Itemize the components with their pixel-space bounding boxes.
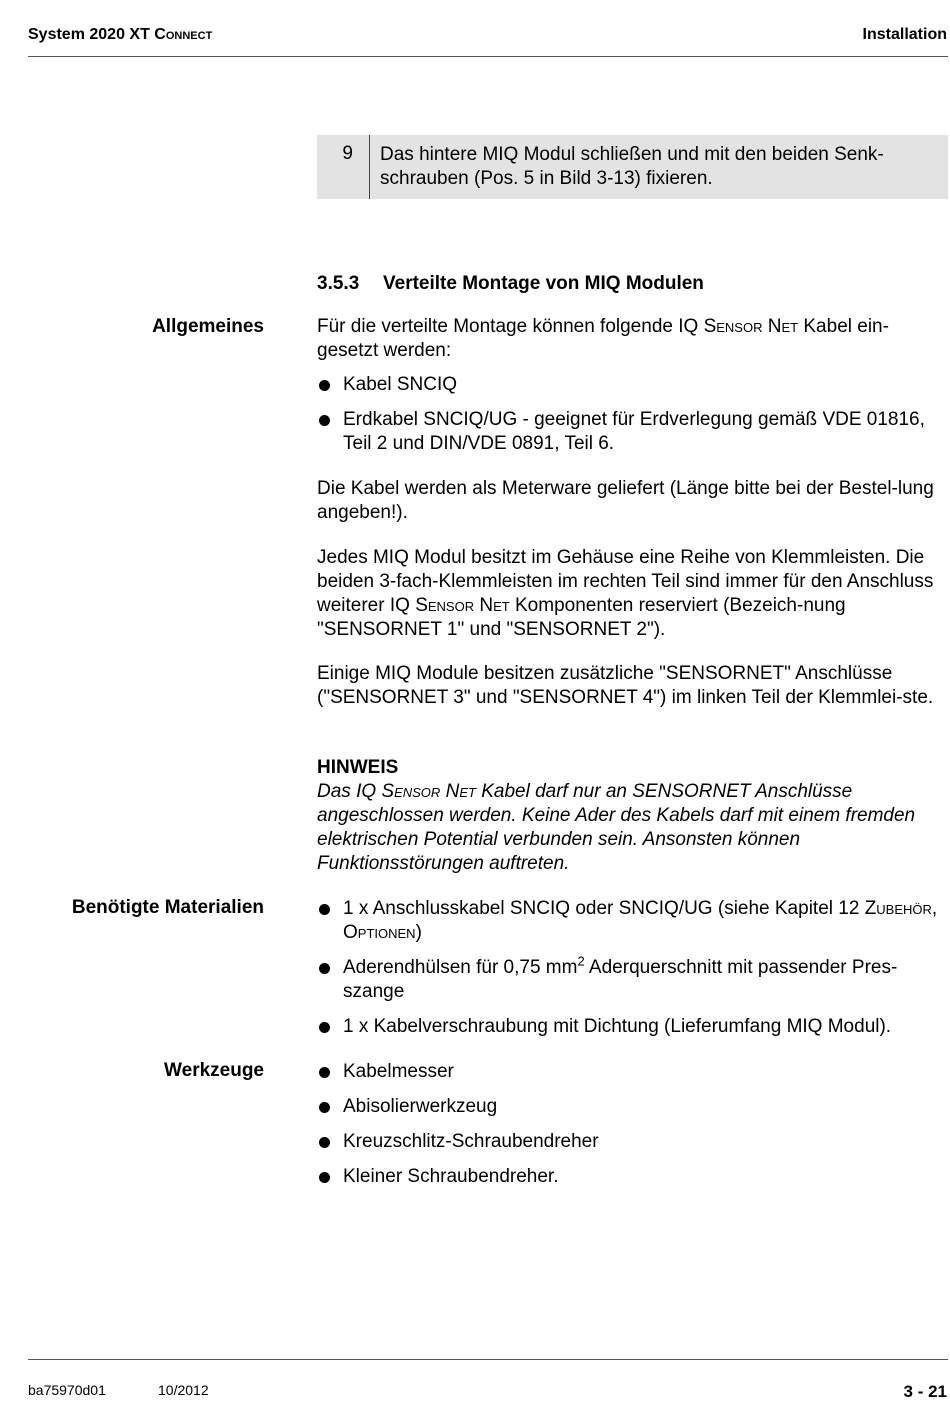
- intro-paragraph: [317, 315, 948, 363]
- header-divider: [28, 56, 948, 57]
- list-item: [317, 1130, 948, 1154]
- page-number: 3 - 21: [903, 1382, 947, 1401]
- note-text: [317, 780, 948, 876]
- list-item-text: Erdkabel SNCIQ/UG - geeignet für Erdverlegung gemäß VDE 01816, Teil 2 und DIN/VDE 0891, Teil 6.: [343, 409, 925, 454]
- note-sensor: Sensor: [381, 781, 441, 802]
- para2-text-b: Komponenten reserviert (Bezeich-nung "SENSORNET 1" und "SENSORNET 2").: [317, 595, 846, 640]
- bullet-icon: [319, 1067, 330, 1078]
- item1-zubehoer: Zubehör: [864, 898, 932, 919]
- para2-text-a: Jedes MIQ Modul besitzt im Gehäuse eine Reihe von Klemmleisten. Die beiden 3-fach-Klemmleisten im rechten Teil sind immer für den Anschluss weiterer IQ: [317, 547, 934, 616]
- intro-text-a: Für die verteilte Montage können folgende IQ: [317, 316, 704, 337]
- list-item: [317, 897, 948, 945]
- list-item-text: Kabel SNCIQ: [343, 374, 458, 395]
- side-label-allgemeines: Allgemeines: [152, 316, 264, 337]
- side-label-werkzeuge: Werkzeuge: [164, 1060, 264, 1081]
- intro-sensor: Sensor: [703, 316, 763, 337]
- list-item: [317, 1060, 948, 1084]
- section-number: 3.5.3: [317, 273, 360, 294]
- item1-text-a: 1 x Anschlusskabel SNCIQ oder SNCIQ/UG (siehe Kapitel 12: [343, 898, 865, 919]
- item1-separator: ,: [931, 898, 938, 919]
- list-item: [317, 408, 948, 456]
- para2-net: Net: [479, 595, 510, 616]
- paragraph-klemmleisten: [317, 546, 948, 642]
- list-item-text: Abisolierwerkzeug: [343, 1096, 498, 1117]
- intro-text-b: Kabel ein-gesetzt werden:: [317, 316, 889, 361]
- item2-text-b: Aderquerschnitt mit passender Pres-szange: [343, 957, 898, 1002]
- bullet-icon: [319, 415, 330, 426]
- list-item: [317, 1015, 948, 1039]
- header-section: Installation: [862, 26, 947, 43]
- header-product-smallcaps: Connect: [154, 26, 213, 43]
- list-item-text: 1 x Kabelverschraubung mit Dichtung (Lieferumfang MIQ Modul).: [343, 1016, 892, 1037]
- bullet-icon: [319, 1172, 330, 1183]
- bullet-icon: [319, 904, 330, 915]
- list-item-text: Kreuzschlitz-Schraubendreher: [343, 1131, 599, 1152]
- step-table: [317, 135, 948, 199]
- list-item: [317, 953, 948, 1004]
- list-item: [317, 1165, 948, 1189]
- item2-superscript: 2: [577, 953, 585, 969]
- paragraph-meterware: Die Kabel werden als Meterware geliefert (Länge bitte bei der Bestel-lung angeben!).: [317, 478, 934, 523]
- note-title: HINWEIS: [317, 757, 399, 778]
- list-item-text: Kabelmesser: [343, 1061, 454, 1082]
- note-text-a: Das IQ: [317, 781, 382, 802]
- section-title: Verteilte Montage von MIQ Modulen: [383, 273, 704, 294]
- note-text-b: Kabel darf nur an SENSORNET Anschlüsse angeschlossen werden. Keine Ader des Kabels darf mit einem fremden elektrischen Potential verbunden sein. Ansonsten können Funktionsstörungen auftreten.: [317, 781, 916, 874]
- step-text: Das hintere MIQ Modul schließen und mit den beiden Senk-schrauben (Pos. 5 in Bild 3-13) fixieren.: [380, 144, 884, 189]
- paragraph-sensornet: Einige MIQ Module besitzen zusätzliche "SENSORNET" Anschlüsse ("SENSORNET 3" und "SENSORNET 4") im linken Teil der Klemmlei-ste.: [317, 663, 934, 708]
- list-item: [317, 373, 948, 397]
- item2-text-a: Aderendhülsen für 0,75 mm: [343, 957, 578, 978]
- list-item-text: [343, 897, 948, 945]
- para2-sensor: Sensor: [415, 595, 475, 616]
- item1-text-b: ): [415, 922, 422, 943]
- bullet-icon: [319, 1022, 330, 1033]
- header-product-prefix: System 2020 XT: [28, 26, 155, 43]
- intro-net: Net: [767, 316, 799, 337]
- note-net: Net: [445, 781, 476, 802]
- bullet-icon: [319, 380, 330, 391]
- item1-optionen: Optionen: [343, 922, 416, 943]
- bullet-icon: [319, 1137, 330, 1148]
- header-product: [28, 26, 212, 44]
- list-item-text: Kleiner Schraubendreher.: [343, 1166, 559, 1187]
- footer-divider: [28, 1359, 948, 1360]
- list-item: [317, 1095, 948, 1119]
- bullet-icon: [319, 963, 330, 974]
- step-number-cell: [317, 135, 370, 199]
- side-label-materialien: Benötigte Materialien: [71, 897, 264, 918]
- list-item-text: [343, 953, 948, 1004]
- bullet-icon: [319, 1102, 330, 1113]
- footer-date: 10/2012: [158, 1382, 209, 1398]
- step-number: 9: [342, 143, 353, 164]
- footer-doc-id: ba75970d01: [28, 1382, 106, 1398]
